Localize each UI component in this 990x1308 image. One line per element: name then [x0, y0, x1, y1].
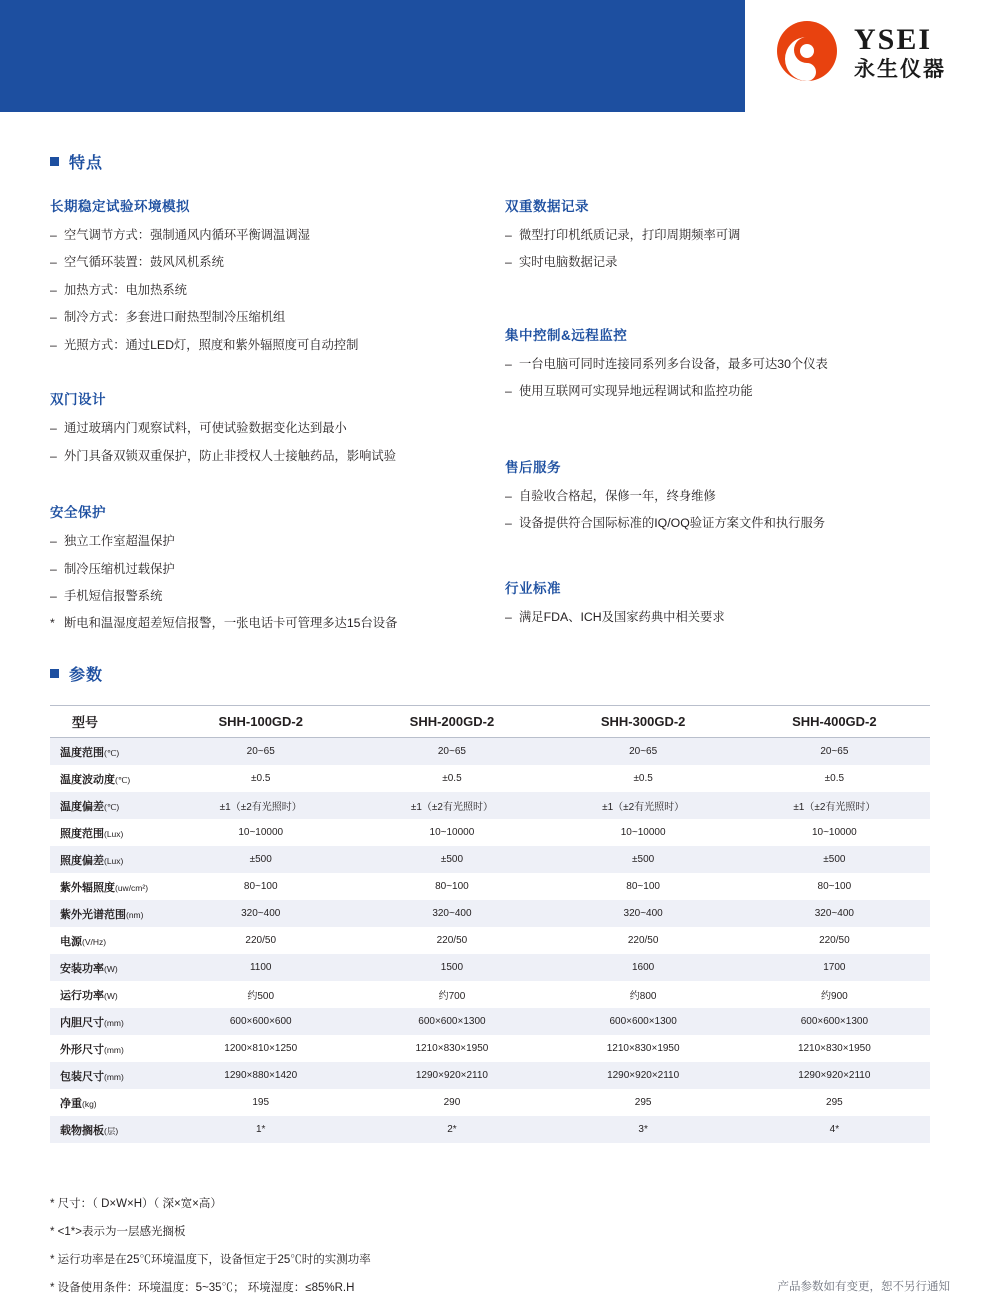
cell-value: 220/50 [627, 935, 659, 946]
feature-group [50, 388, 505, 465]
row-label-unit: (℃) [115, 774, 131, 785]
table-row [50, 1116, 930, 1143]
features-heading [50, 150, 950, 173]
feature-group-title: 安全保护 [50, 505, 106, 521]
list-item [505, 382, 950, 400]
list-item-text: 手机短信报警系统 [64, 588, 163, 603]
row-label [50, 765, 165, 792]
row-label-text: 照度偏差 [60, 854, 104, 867]
cell-value: 80~100 [435, 881, 469, 892]
parameters-section [50, 662, 950, 1143]
dash-icon: – [50, 337, 57, 352]
row-label-unit: (℃) [104, 747, 120, 758]
list-item [50, 560, 505, 578]
footer-disclaimer: 产品参数如有变更，恕不另行通知 [777, 1281, 950, 1294]
row-label-text: 温度偏差 [60, 800, 104, 813]
list-item [505, 608, 950, 626]
cell-value: ±500 [440, 854, 464, 865]
cell-value: 290 [443, 1097, 461, 1108]
table-row [50, 927, 930, 954]
cell-value: ±1（±2有光照时） [410, 802, 493, 813]
page-header [0, 0, 990, 112]
row-label-unit: (℃) [104, 801, 120, 812]
cell-value: 80~100 [626, 881, 660, 892]
dash-icon: – [50, 310, 57, 325]
list-item-text: 实时电脑数据记录 [519, 255, 618, 270]
features-title: 特点 [69, 155, 104, 172]
row-label-text: 紫外光谱范围 [60, 908, 126, 921]
feature-group [50, 195, 505, 354]
column-header-shh400: SHH-400GD-2 [739, 706, 930, 738]
table-row [50, 981, 930, 1008]
list-item [50, 336, 505, 354]
list-item-text: 外门具备双锁双重保护，防止非授权人士接触药品，影响试验 [64, 448, 397, 463]
list-item-text: 一台电脑可同时连接同系列多台设备，最多可达30个仪表 [519, 356, 828, 371]
cell-value: ±0.5 [251, 773, 271, 784]
dash-icon: – [505, 488, 512, 503]
features-right-column [505, 195, 950, 659]
cell-value: 220/50 [819, 935, 850, 946]
list-item-text: 自验收合格起，保修一年，终身维修 [519, 488, 716, 503]
feature-list [505, 487, 950, 533]
cell-value: 320~400 [432, 908, 472, 919]
list-item-text: 满足FDA、ICH及国家药典中相关要求 [519, 609, 725, 624]
cell-value: 1200×810×1250 [224, 1043, 298, 1054]
list-item [505, 226, 950, 244]
list-item-text: 通过玻璃内门观察试料，可使试验数据变化达到最小 [64, 421, 347, 436]
row-label [50, 1008, 165, 1035]
notes-section [50, 1196, 950, 1308]
row-label-unit: (uw/cm²) [115, 882, 149, 893]
feature-list [505, 226, 950, 272]
list-item-text: 断电和温湿度超差短信报警，一张电话卡可管理多达15台设备 [64, 616, 398, 631]
row-label-text: 外形尺寸 [60, 1043, 104, 1056]
asterisk-icon: * [50, 616, 55, 631]
cell-value: 600×600×1300 [418, 1016, 486, 1027]
cell-value: 1210×830×1950 [415, 1043, 489, 1054]
feature-group [50, 501, 505, 633]
cell-value: 295 [634, 1097, 652, 1108]
table-body [50, 738, 930, 1144]
cell-value: ±1（±2有光照时） [602, 802, 685, 813]
features-columns [50, 195, 950, 659]
table-header [50, 706, 930, 738]
feature-group [505, 324, 950, 401]
dash-icon: – [505, 384, 512, 399]
cell-value: 约700 [438, 991, 466, 1002]
dash-icon: – [50, 588, 57, 603]
cell-value: 220/50 [245, 935, 277, 946]
table-row [50, 765, 930, 792]
parameters-heading [50, 662, 950, 685]
table-row [50, 873, 930, 900]
cell-value: 1290×920×2110 [798, 1070, 871, 1081]
cell-value: 1290×880×1420 [224, 1070, 298, 1081]
dash-icon: – [50, 534, 57, 549]
row-label [50, 738, 165, 766]
row-label-unit: (mm) [104, 1044, 124, 1055]
cell-value: 1100 [249, 962, 272, 973]
row-label-text: 载物搁板 [60, 1124, 104, 1137]
dash-icon: – [505, 609, 512, 624]
dash-icon: – [505, 516, 512, 531]
row-label-unit: (层) [104, 1125, 119, 1136]
feature-group-title: 双重数据记录 [505, 199, 589, 214]
row-label-unit: (Lux) [104, 828, 124, 839]
list-item-text: 制冷压缩机过载保护 [64, 561, 175, 576]
row-label-unit: (W) [104, 963, 118, 974]
cell-value: 195 [252, 1097, 270, 1108]
cell-value: ±1（±2有光照时） [793, 802, 876, 813]
table-row [50, 900, 930, 927]
table-row [50, 792, 930, 819]
cell-value: ±0.5 [824, 773, 845, 784]
row-label-text: 温度波动度 [60, 773, 115, 786]
row-label-unit: (V/Hz) [82, 936, 107, 947]
company-logo [772, 18, 946, 88]
cell-value: 约500 [247, 991, 275, 1002]
list-item-text: 微型打印机纸质记录，打印周期频率可调 [519, 228, 741, 242]
dash-icon: – [50, 421, 57, 436]
row-label [50, 873, 165, 900]
header-blue-band [0, 0, 745, 112]
cell-value: 1700 [823, 962, 846, 973]
row-label-text: 运行功率 [60, 989, 104, 1002]
cell-value: 1290×920×2110 [415, 1070, 488, 1081]
row-label-unit: (kg) [82, 1098, 97, 1109]
cell-value: 10~10000 [811, 827, 857, 838]
row-label-text: 净重 [60, 1097, 82, 1110]
row-label [50, 1062, 165, 1089]
list-item-text: 加热方式：电加热系统 [64, 282, 187, 297]
cell-value: 295 [826, 1097, 843, 1108]
cell-value: 1210×830×1950 [797, 1043, 871, 1054]
feature-list [505, 608, 950, 626]
cell-value: 600×600×600 [229, 1016, 292, 1027]
dash-icon: – [50, 228, 57, 242]
list-item [50, 308, 505, 326]
table-row [50, 954, 930, 981]
dash-icon: – [505, 228, 512, 242]
cell-value: 1* [256, 1124, 266, 1135]
dash-icon: – [505, 356, 512, 371]
table-header-row [50, 706, 930, 738]
list-item [50, 447, 505, 465]
cell-value: 1600 [632, 962, 655, 973]
row-label-text: 内胆尺寸 [60, 1016, 104, 1029]
list-item [50, 226, 505, 244]
feature-list [50, 419, 505, 465]
list-item-text: 使用互联网可实现异地远程调试和监控功能 [519, 384, 753, 399]
features-left-column [50, 195, 505, 659]
list-item-text: 空气调节方式：强制通风内循环平衡调温调湿 [64, 228, 310, 242]
cell-value: ±500 [823, 854, 846, 865]
cell-value: 320~400 [241, 908, 281, 919]
list-item [505, 487, 950, 505]
list-item [50, 281, 505, 299]
cell-value: 80~100 [817, 881, 852, 892]
column-header-shh300: SHH-300GD-2 [548, 706, 739, 738]
row-label-unit: (Lux) [104, 855, 124, 866]
cell-value: 约900 [821, 991, 848, 1002]
bullet-square-icon [50, 157, 59, 166]
table-row [50, 738, 930, 766]
feature-group-title: 集中控制&远程监控 [505, 327, 628, 343]
list-item [50, 532, 505, 550]
note-line: * <1*>表示为一层感光搁板 [50, 1226, 186, 1239]
row-label [50, 1035, 165, 1062]
column-header-model: 型号 [50, 706, 165, 738]
cell-value: ±500 [249, 854, 272, 865]
list-item [50, 587, 505, 605]
parameters-title: 参数 [69, 667, 104, 684]
logo-text [854, 23, 946, 83]
list-item-text: 独立工作室超温保护 [64, 534, 175, 549]
cell-value: 1500 [440, 962, 464, 973]
row-label-text: 包装尺寸 [60, 1070, 104, 1083]
cell-value: 600×600×1300 [800, 1016, 869, 1027]
feature-group-title: 行业标准 [505, 580, 561, 596]
row-label [50, 819, 165, 846]
list-item-text: 设备提供符合国际标准的IQ/OQ验证方案文件和执行服务 [519, 516, 826, 531]
note-line: * 尺寸：（ D×W×H）（ 深×宽×高） [50, 1198, 222, 1210]
cell-value: 4* [829, 1124, 840, 1135]
cell-value: 1210×830×1950 [606, 1043, 680, 1054]
table-row [50, 1062, 930, 1089]
cell-value: 20~65 [820, 746, 849, 757]
table-row [50, 1008, 930, 1035]
brand-name: YSEI [854, 22, 933, 56]
feature-group-title: 双门设计 [50, 392, 106, 408]
list-item-text: 光照方式：通过LED灯，照度和紫外辐照度可自动控制 [64, 337, 359, 352]
row-label-unit: (mm) [104, 1017, 124, 1028]
table-row [50, 846, 930, 873]
list-item [50, 253, 505, 271]
row-label-text: 紫外辐照度 [60, 881, 115, 894]
cell-value: 80~100 [243, 881, 278, 892]
row-label-unit: (mm) [104, 1071, 124, 1082]
dash-icon: – [50, 561, 57, 576]
feature-list [50, 532, 505, 633]
feature-group [505, 195, 950, 272]
row-label [50, 846, 165, 873]
dash-icon: – [50, 448, 57, 463]
note-line-text: * 设备使用条件：环境温度：5~35℃； 环境湿度：≤85%R.H [50, 1282, 355, 1295]
list-item [50, 419, 505, 437]
bullet-square-icon [50, 669, 59, 678]
cell-value: 3* [638, 1124, 648, 1135]
cell-value: 600×600×1300 [609, 1016, 677, 1027]
dash-icon: – [50, 282, 57, 297]
dash-icon: – [50, 255, 57, 270]
cell-value: ±0.5 [442, 773, 462, 784]
list-item-note [50, 614, 505, 632]
cell-value: ±500 [632, 854, 655, 865]
cell-value: 10~10000 [429, 827, 475, 838]
row-label-unit: (nm) [126, 909, 144, 920]
list-item [505, 355, 950, 373]
table-row [50, 1089, 930, 1116]
feature-group [505, 577, 950, 626]
cell-value: 10~10000 [238, 827, 284, 838]
row-label-unit: (W) [104, 990, 118, 1001]
ysei-logo-icon [772, 18, 842, 88]
cell-value: ±0.5 [633, 773, 653, 784]
dash-icon: – [505, 255, 512, 270]
cell-value: 约800 [629, 991, 657, 1002]
features-section [50, 150, 950, 659]
row-label [50, 1116, 165, 1143]
row-label [50, 981, 165, 1008]
cell-value: 1290×920×2110 [607, 1070, 680, 1081]
note-line: * 运行功率是在25℃环境温度下，设备恒定于25℃时的实测功率 [50, 1254, 371, 1267]
list-item-text: 空气循环装置：鼓风风机系统 [64, 255, 224, 270]
specification-table [50, 705, 930, 1143]
feature-group-title: 售后服务 [505, 459, 561, 475]
row-label-text: 电源 [60, 935, 82, 948]
cell-value: 2* [447, 1124, 457, 1135]
list-item [505, 514, 950, 532]
row-label [50, 954, 165, 981]
feature-group-title: 长期稳定试验环境模拟 [50, 199, 190, 214]
row-label-text: 温度范围 [60, 746, 104, 759]
row-label-text: 照度范围 [60, 827, 104, 840]
column-header-shh100: SHH-100GD-2 [165, 706, 356, 738]
table-row [50, 819, 930, 846]
list-item-text: 制冷方式：多套进口耐热型制冷压缩机组 [64, 310, 286, 325]
note-line-last [50, 1280, 950, 1296]
cell-value: 20~65 [246, 746, 275, 757]
table-row [50, 1035, 930, 1062]
list-item [505, 253, 950, 271]
cell-value: 10~10000 [620, 827, 666, 838]
cell-value: ±1（±2有光照时） [219, 802, 302, 813]
cell-value: 320~400 [623, 908, 663, 919]
row-label [50, 927, 165, 954]
row-label-text: 安装功率 [60, 962, 104, 975]
feature-list [50, 226, 505, 354]
column-header-shh200: SHH-200GD-2 [356, 706, 547, 738]
cell-value: 20~65 [629, 746, 658, 757]
cell-value: 320~400 [814, 908, 854, 919]
cell-value: 20~65 [437, 746, 466, 757]
feature-list [505, 355, 950, 401]
row-label [50, 792, 165, 819]
row-label [50, 1089, 165, 1116]
brand-name-cn: 永生仪器 [854, 57, 946, 81]
feature-group [505, 456, 950, 533]
row-label [50, 900, 165, 927]
cell-value: 220/50 [436, 935, 468, 946]
